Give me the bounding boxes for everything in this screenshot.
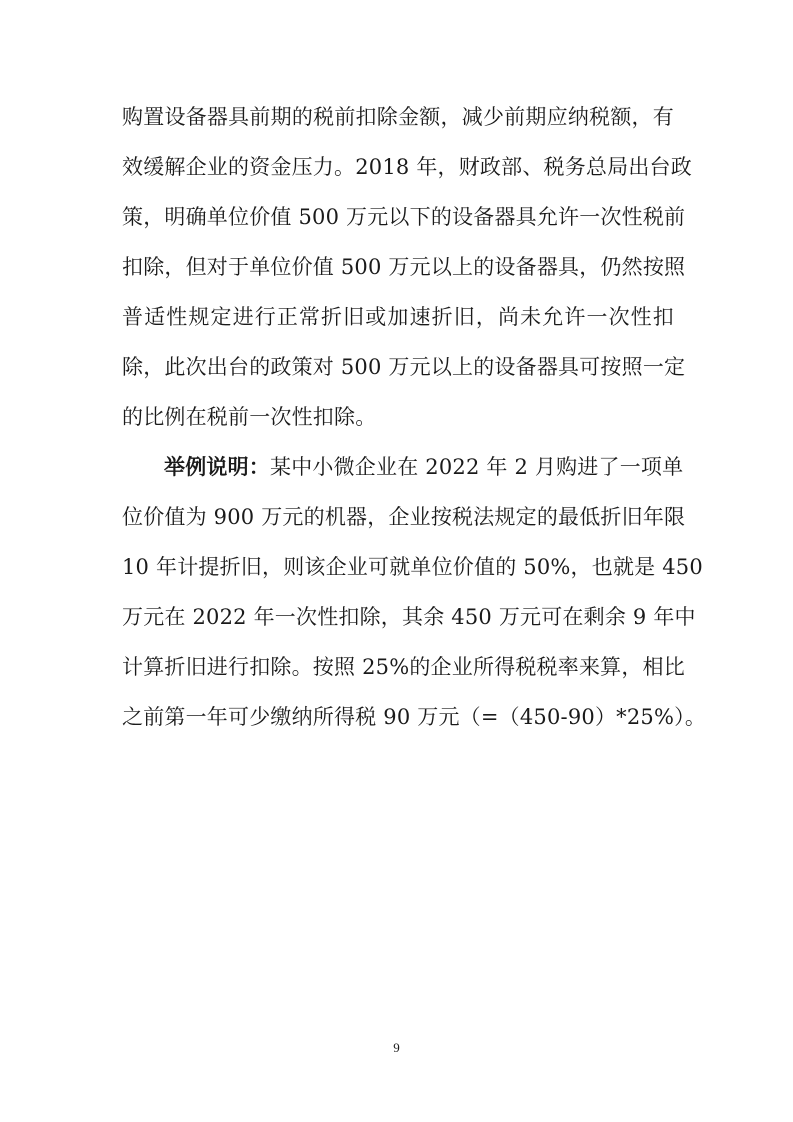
paragraph2-line: 万元在 2022 年一次性扣除，其余 450 万元可在剩余 9 年中 <box>122 605 696 629</box>
paragraph2-line: 之前第一年可少缴纳所得税 90 万元（=（450-90）*25%）。 <box>122 705 707 729</box>
paragraph1-line: 除，此次出台的政策对 500 万元以上的设备器具可按照一定 <box>122 355 686 379</box>
paragraph2-line: 计算折旧进行扣除。按照 25%的企业所得税税率来算，相比 <box>122 655 685 679</box>
paragraph2-first-line-text: 某中小微企业在 2022 年 2 月购进了一项单 <box>270 455 684 479</box>
paragraph2-line: 位价值为 900 万元的机器，企业按税法规定的最低折旧年限 <box>122 505 686 529</box>
paragraph1-line: 扣除，但对于单位价值 500 万元以上的设备器具，仍然按照 <box>122 255 686 279</box>
paragraph1-line: 策，明确单位价值 500 万元以下的设备器具允许一次性税前 <box>122 205 686 229</box>
paragraph1-line: 效缓解企业的资金压力。2018 年，财政部、税务总局出台政 <box>122 155 692 179</box>
paragraph1-line: 的比例在税前一次性扣除。 <box>122 405 377 429</box>
paragraph2-line: 10 年计提折旧，则该企业可就单位价值的 50%，也就是 450 <box>122 555 703 579</box>
paragraph1-line: 购置设备器具前期的税前扣除金额，减少前期应纳税额，有 <box>122 105 674 129</box>
paragraph2-first-line <box>164 453 684 481</box>
page-number: 9 <box>393 1040 400 1055</box>
paragraph1-line: 普适性规定进行正常折旧或加速折旧，尚未允许一次性扣 <box>122 305 674 329</box>
example-heading: 举例说明： <box>164 454 270 479</box>
